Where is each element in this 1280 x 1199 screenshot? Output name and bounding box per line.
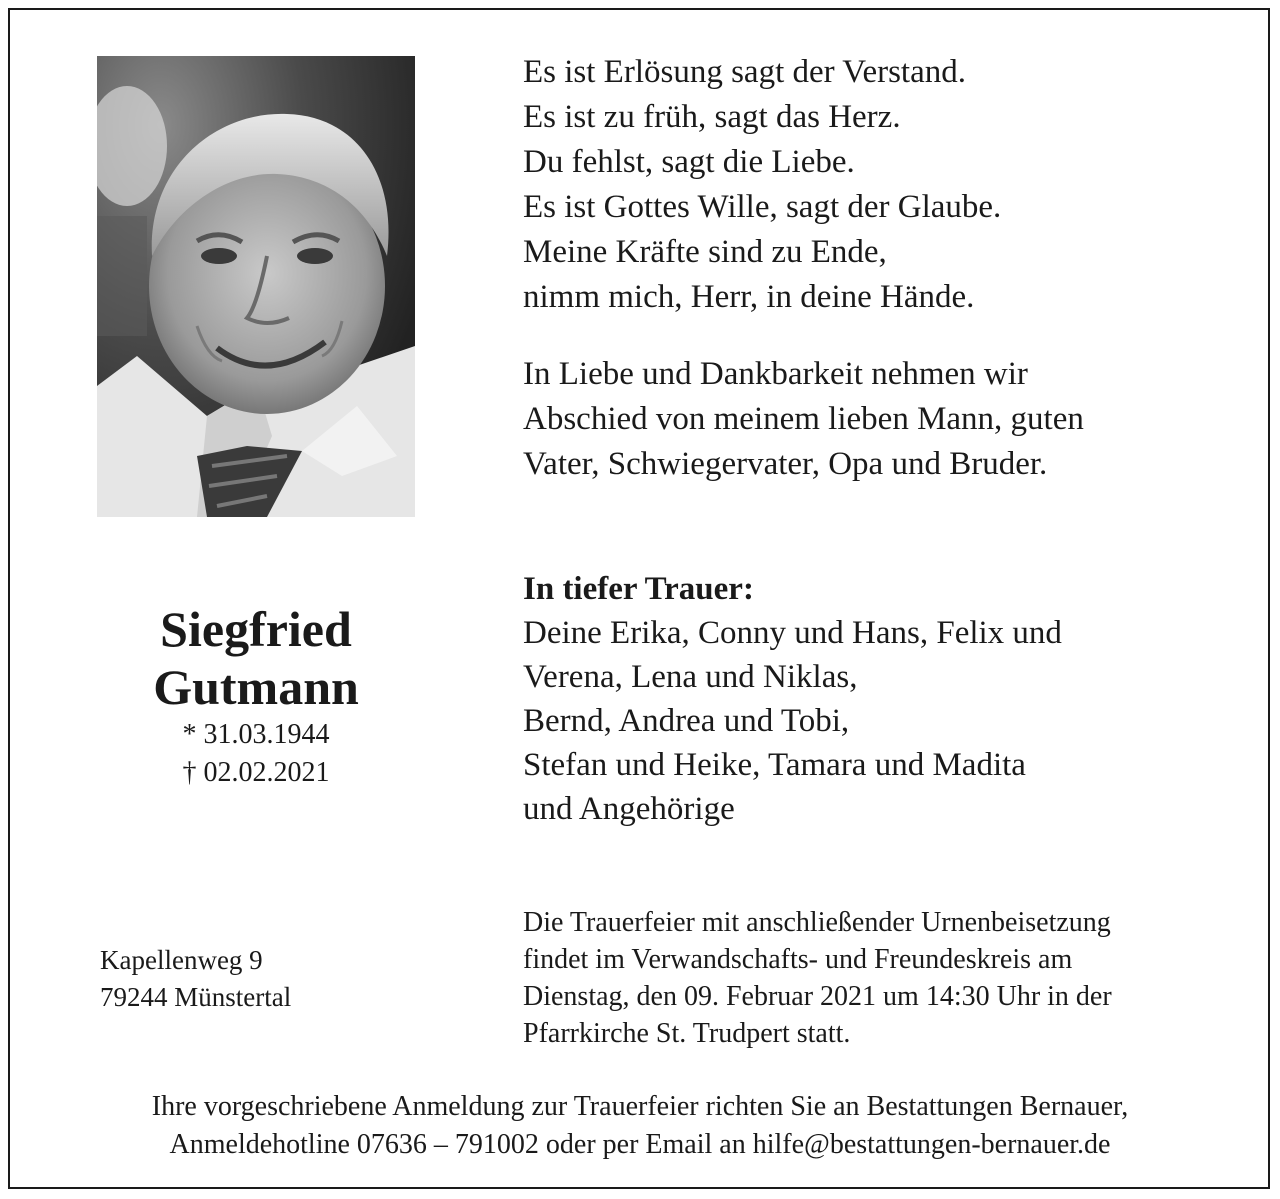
mourners-line: Deine Erika, Conny und Hans, Felix und (523, 615, 1062, 651)
poem-line: nimm mich, Herr, in deine Hände. (523, 279, 975, 315)
address-city: 79244 Münstertal (100, 982, 292, 1012)
poem-line: Es ist Erlösung sagt der Verstand. (523, 54, 967, 90)
footer-line: Ihre vorgeschriebene Anmeldung zur Trauerfeier richten Sie an Bestattungen Bernauer, (151, 1091, 1129, 1122)
footer-block (20, 1088, 1260, 1164)
poem-line: Es ist Gottes Wille, sagt der Glaube. (523, 189, 1002, 225)
farewell-block (523, 352, 1084, 487)
portrait-photo (97, 56, 415, 517)
ceremony-block (523, 904, 1112, 1052)
farewell-line: Vater, Schwiegervater, Opa und Bruder. (523, 446, 1048, 482)
mourners-line: Stefan und Heike, Tamara und Madita (523, 747, 1026, 783)
address-street: Kapellenweg 9 (100, 945, 263, 975)
deceased-block (97, 600, 415, 792)
mourners-line: Verena, Lena und Niklas, (523, 659, 858, 695)
mourners-line: und Angehörige (523, 791, 735, 827)
mourners-heading: In tiefer Trauer: (523, 571, 754, 607)
poem-line: Du fehlst, sagt die Liebe. (523, 144, 855, 180)
footer-line: Anmeldehotline 07636 – 791002 oder per Email an hilfe@bestattungen-bernauer.de (169, 1129, 1111, 1160)
ceremony-line: Dienstag, den 09. Februar 2021 um 14:30 Uhr in der (523, 981, 1112, 1012)
address-block (100, 942, 291, 1016)
mourners-block (523, 567, 1062, 831)
portrait-icon (97, 56, 415, 517)
farewell-line: Abschied von meinem lieben Mann, guten (523, 401, 1084, 437)
last-name: Gutmann (153, 659, 359, 715)
poem-line: Meine Kräfte sind zu Ende, (523, 234, 887, 270)
poem-line: Es ist zu früh, sagt das Herz. (523, 99, 901, 135)
birth-date: * 31.03.1944 (182, 719, 330, 750)
death-date: † 02.02.2021 (182, 757, 330, 788)
ceremony-line: Pfarrkirche St. Trudpert statt. (523, 1018, 851, 1049)
mourners-line: Bernd, Andrea und Tobi, (523, 703, 850, 739)
poem-block (523, 50, 1001, 320)
first-name: Siegfried (160, 601, 352, 657)
ceremony-line: Die Trauerfeier mit anschließender Urnenbeisetzung (523, 907, 1111, 938)
farewell-line: In Liebe und Dankbarkeit nehmen wir (523, 356, 1028, 392)
ceremony-line: findet im Verwandschafts- und Freundeskreis am (523, 944, 1073, 975)
